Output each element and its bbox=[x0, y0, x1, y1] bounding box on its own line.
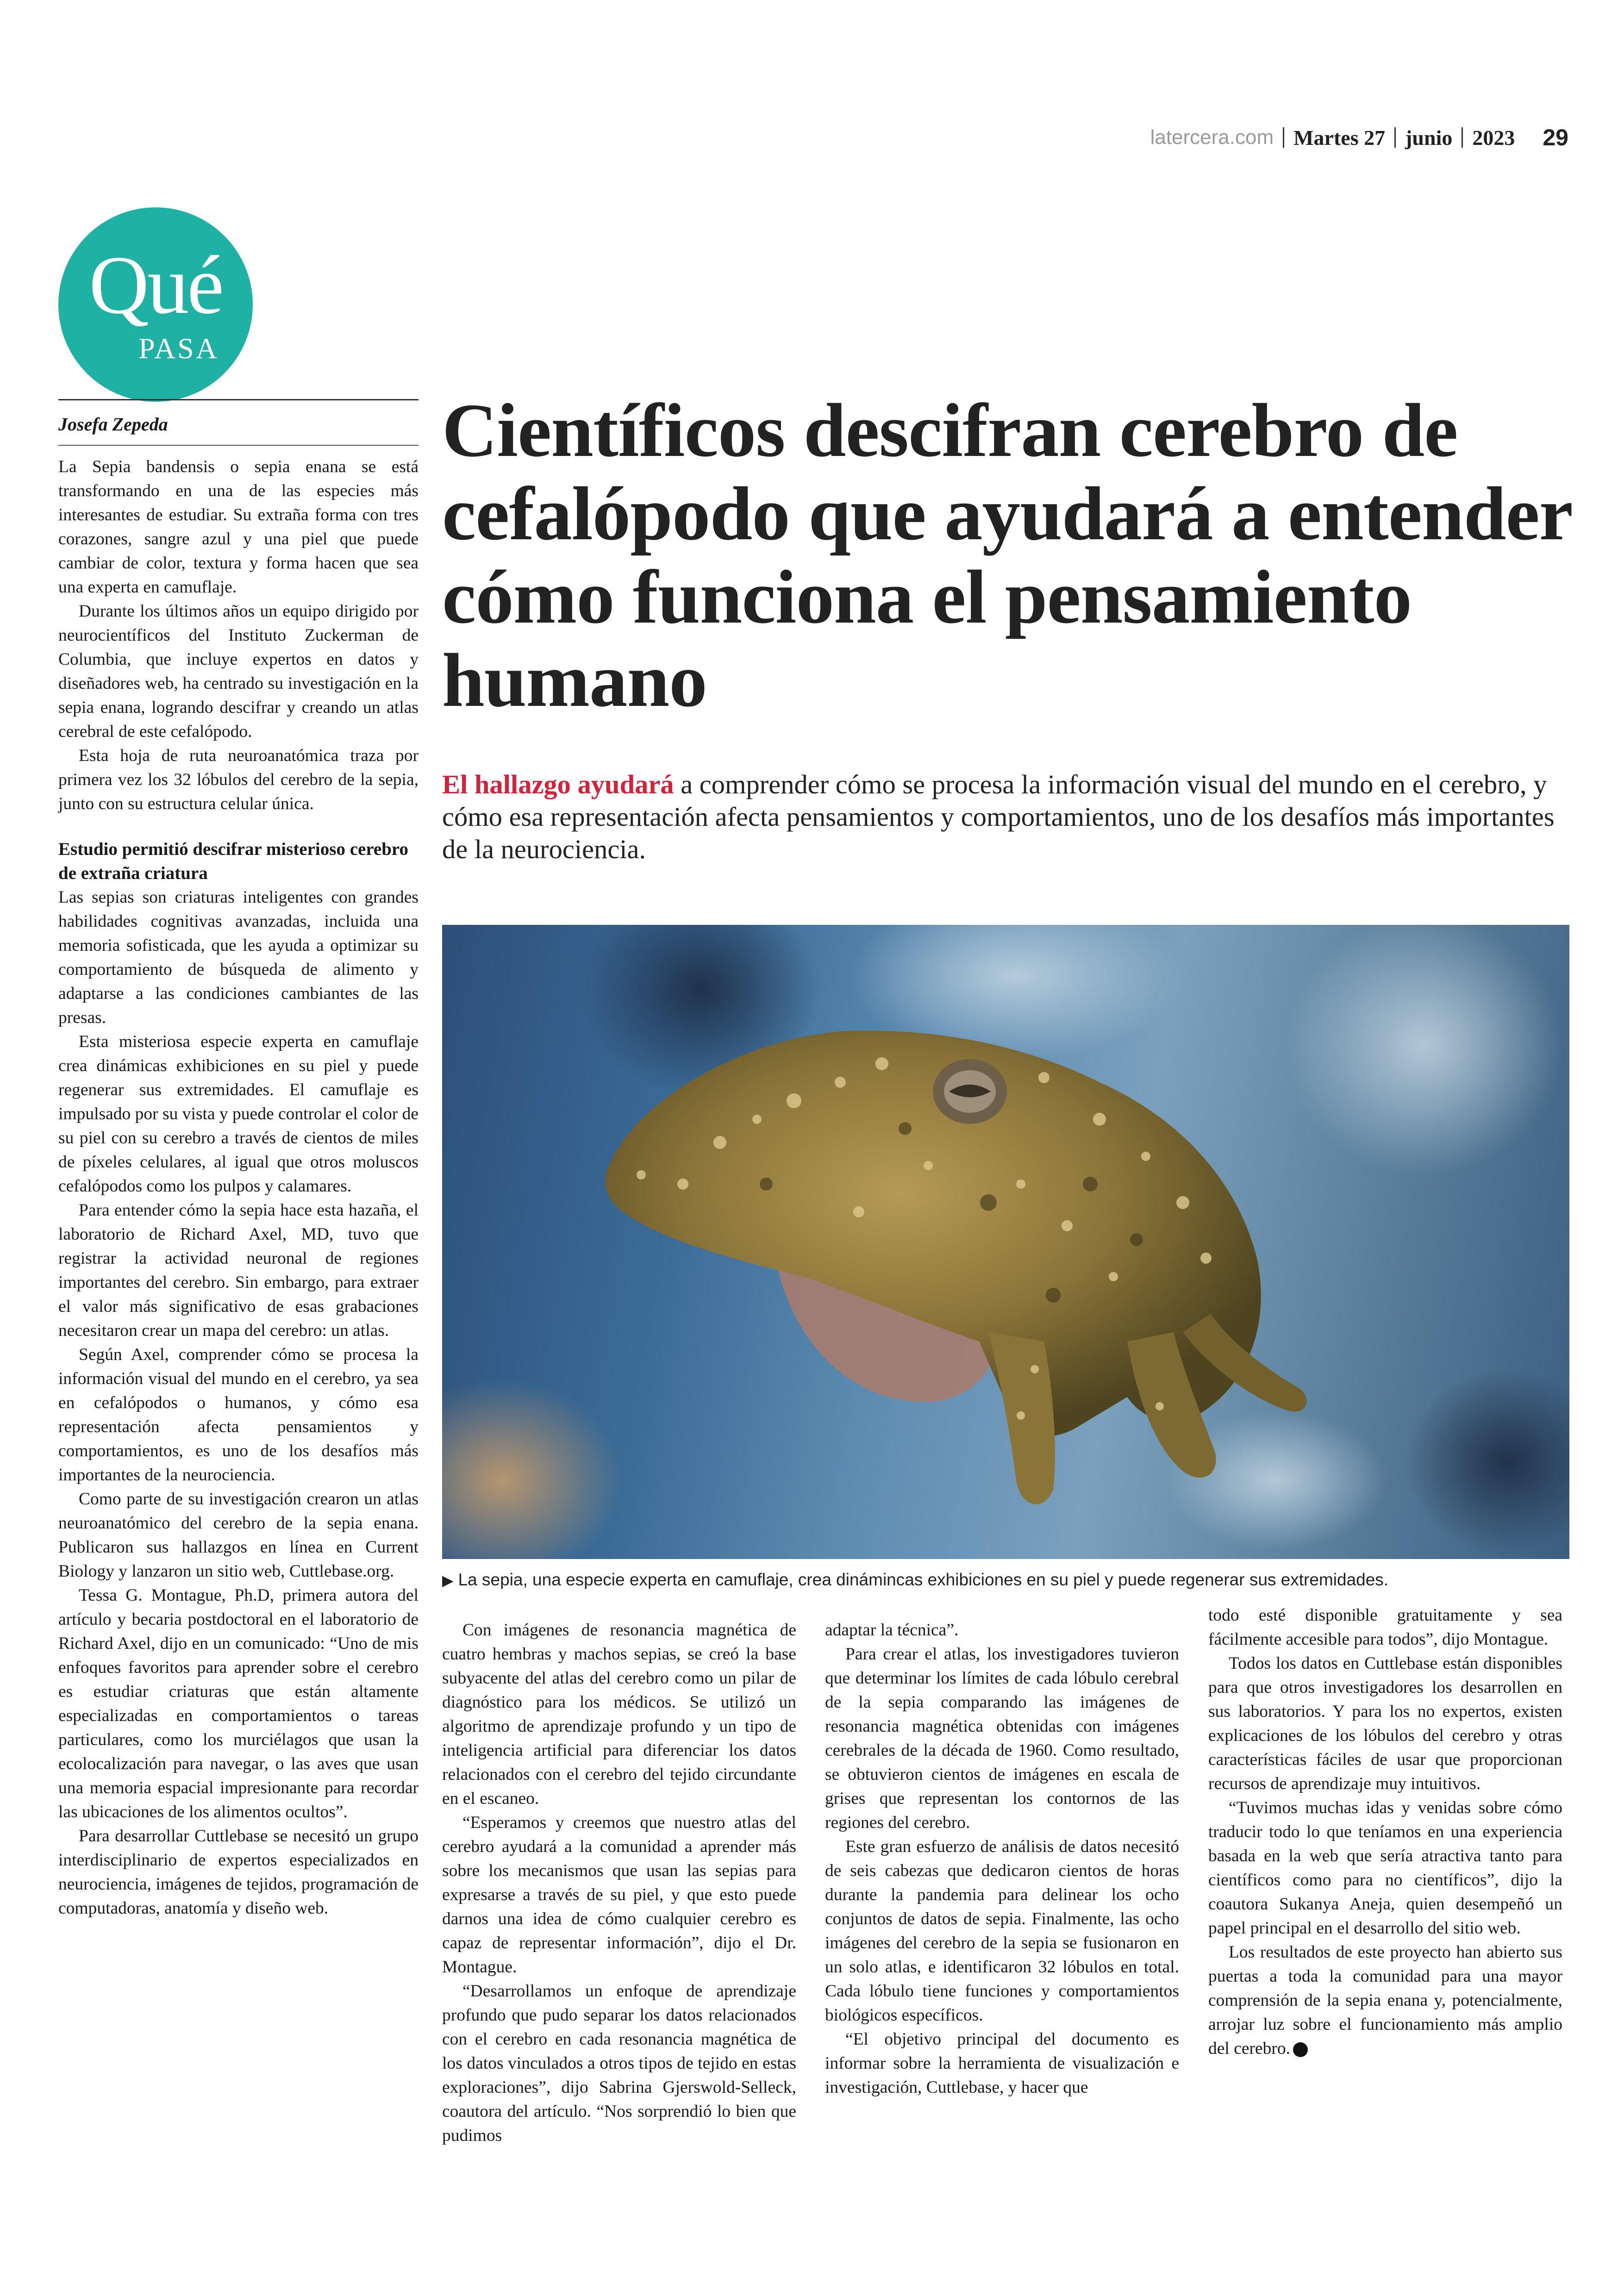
body-paragraph: Como parte de su investigación crearon un atlas neuroanatómico del cerebro de la sepia enana. Publicaron sus hallazgos en línea en Current Biology y lanzaron un sitio web, Cuttlebase.org. bbox=[58, 1490, 418, 1581]
body-column-3 bbox=[825, 1618, 1179, 2100]
article-deck bbox=[442, 768, 1567, 866]
intro-paragraph: La Sepia bandensis o sepia enana se está transformando en una de las especies más interesantes de estudiar. Su extraña forma con tres corazones, sangre azul y una piel que puede cambiar de color, textura y forma hacen que sea una experta en camuflaje. bbox=[58, 457, 418, 597]
cuttlefish-photo bbox=[442, 925, 1569, 1559]
closing-text: Los resultados de este proyecto han abierto sus puertas a toda la comunidad para una mayor comprensión de la sepia enana y, potencialmente, arrojar luz sobre el funcionamiento más amplio del cerebro. bbox=[1208, 1943, 1562, 2058]
body-paragraph: Para desarrollar Cuttlebase se necesitó un grupo interdisciplinario de expertos especializados en neurociencia, imágenes de tejidos, programación de computadoras, anatomía y diseño web. bbox=[58, 1827, 418, 1918]
page-number: 29 bbox=[1543, 125, 1568, 150]
page-folio bbox=[1150, 121, 1568, 154]
body-column-2 bbox=[442, 1618, 796, 2148]
folio-year: 2023 bbox=[1472, 125, 1515, 150]
body-paragraph: Esta misteriosa especie experta en camuflaje crea dinámicas exhibiciones en su piel y puede regenerar sus extremidades. El camuflaje es impulsado por su vista y puede controlar el color de su piel con su cerebro a través de cientos de miles de píxeles celulares, al igual que otros moluscos cefalópodos como los pulpos y calamares. bbox=[58, 1032, 418, 1196]
body-paragraph: todo esté disponible gratuitamente y sea fácilmente accesible para todos”, dijo Montague. bbox=[1208, 1606, 1562, 1649]
caption-triangle-icon: ▶ bbox=[442, 1572, 454, 1589]
body-paragraph: Para entender cómo la sepia hace esta hazaña, el laboratorio de Richard Axel, MD, tuvo que registrar la actividad neuronal de regiones importantes del cerebro. Sin embargo, para extraer el valor más significativo de esas grabaciones necesitaron crear un mapa del cerebro: un atlas. bbox=[58, 1201, 418, 1340]
body-paragraph: “Esperamos y creemos que nuestro atlas del cerebro ayudará a la comunidad a aprender más sobre los mecanismos que usan las sepias para expresarse a través de su piel, y que esto puede darnos una idea de cómo cualquier cerebro es capaz de representar información”, dijo el Dr. Montague. bbox=[442, 1813, 796, 1977]
folio-divider bbox=[1394, 127, 1396, 148]
site-name: latercera.com bbox=[1150, 126, 1274, 149]
author-byline: Josefa Zepeda bbox=[58, 414, 168, 435]
body-paragraph bbox=[1208, 1940, 1562, 2061]
intro-paragraph: Esta hoja de ruta neuroanatómica traza por primera vez los 32 lóbulos del cerebro de la sepia, junto con su estructura celular única. bbox=[58, 746, 418, 813]
body-paragraph: Tessa G. Montague, Ph.D, primera autora del artículo y becaria postdoctoral en el laboratorio de Richard Axel, dijo en un comunicado: “Uno de mis enfoques favoritos para aprender sobre el cerebro es estudiar criaturas que están altamente especializadas en comportamientos o tareas particulares, como los murciélagos que usan la ecolocalización para navegar, o las aves que usan una memoria espacial impresionante para recordar las ubicaciones de los alimentos ocultos”. bbox=[58, 1586, 418, 1821]
body-paragraph: “Tuvimos muchas idas y venidas sobre cómo traducir todo lo que teníamos en una experiencia basada en la web que sería atractiva tanto para científicos como para no científicos”, dijo la coautora Sukanya Aneja, quien desempeñó un papel principal en el desarrollo del sitio web. bbox=[1208, 1798, 1562, 1938]
intro-paragraph: Durante los últimos años un equipo dirigido por neurocientíficos del Instituto Zuckerman de Columbia, que incluye expertos en datos y diseñadores web, ha centrado su investigación en la sepia enana, logrando descifrar y creando un atlas cerebral de este cefalópodo. bbox=[58, 602, 418, 741]
body-paragraph: Este gran esfuerzo de análisis de datos necesitó de seis cabezas que dedicaron cientos de horas durante la pandemia para delinear los ocho conjuntos de datos de sepia. Finalmente, las ocho imágenes del cerebro de la sepia se fusionaron en un solo atlas, e identificaron 32 lóbulos en total. Cada lóbulo tiene funciones y comportamientos biológicos específicos. bbox=[825, 1837, 1179, 2025]
byline-rule bbox=[58, 399, 418, 400]
byline-rule bbox=[58, 445, 418, 446]
body-paragraph: “El objetivo principal del documento es informar sobre la herramienta de visualización e investigación, Cuttlebase, y hacer que bbox=[825, 2030, 1179, 2097]
body-paragraph: Con imágenes de resonancia magnética de cuatro hembras y machos sepias, se creó la base subyacente del atlas del cerebro como un pilar de diagnóstico para los médicos. Se utilizó un algoritmo de aprendizaje profundo y un tipo de inteligencia artificial para diferenciar los datos relacionados con el cerebro del tejido circundante en el escaneo. bbox=[442, 1621, 796, 1808]
end-of-article-icon bbox=[1293, 2042, 1308, 2057]
que-pasa-logo bbox=[58, 207, 253, 402]
logo-pasa-text: PASA bbox=[138, 332, 219, 365]
body-paragraph: Según Axel, comprender cómo se procesa la información visual del mundo en el cerebro, ya sea en cefalópodos o humanos, y cómo esa representación afecta pensamientos y comportamientos, es uno de los desafíos más importantes de la neurociencia. bbox=[58, 1345, 418, 1484]
logo-que-text: Qué bbox=[89, 239, 222, 331]
folio-month: junio bbox=[1405, 125, 1453, 150]
body-column-4 bbox=[1208, 1603, 1562, 2061]
folio-divider bbox=[1462, 127, 1463, 148]
article-subhead: Estudio permitió descifrar misterioso cerebro de extraña criatura bbox=[58, 839, 409, 883]
cuttlefish-illustration bbox=[442, 925, 1569, 1559]
body-paragraph: adaptar la técnica”. bbox=[825, 1621, 959, 1640]
body-paragraph: Todos los datos en Cuttlebase están disponibles para que otros investigadores los desarrollen en sus laboratorios. Y para los no expertos, existen explicaciones de los lóbulos del cerebro y otras características fáciles de usar que proporcionan recursos de aprendizaje muy intuitivos. bbox=[1208, 1654, 1562, 1793]
photo-caption bbox=[442, 1568, 1569, 1592]
folio-day: Martes 27 bbox=[1293, 125, 1386, 150]
article-headline: Científicos descifran cerebro de cefalópodo que ayudará a entender cómo funciona el pensamiento humano bbox=[442, 388, 1572, 723]
folio-divider bbox=[1283, 127, 1284, 148]
deck-text: a comprender cómo se procesa la información visual del mundo en el cerebro, y cómo esa representación afecta pensamientos y comportamientos, uno de los desafíos más importantes de la neurociencia. bbox=[442, 769, 1555, 864]
left-column bbox=[58, 399, 418, 1921]
body-paragraph: Las sepias son criaturas inteligentes con grandes habilidades cognitivas avanzadas, incluida una memoria sofisticada, que les ayuda a optimizar su comportamiento de búsqueda de alimento y adaptarse a las condiciones cambiantes de las presas. bbox=[58, 888, 418, 1027]
deck-lead: El hallazgo ayudará bbox=[442, 769, 674, 799]
body-paragraph: “Desarrollamos un enfoque de aprendizaje profundo que pudo separar los datos relacionados con el cerebro en cada resonancia magnética de los datos vinculados a otros tipos de tejido en estas exploraciones”, dijo Sabrina Gjerswold-Selleck, coautora del artículo. “Nos sorprendió lo bien que pudimos bbox=[442, 1982, 796, 2145]
body-paragraph: Para crear el atlas, los investigadores tuvieron que determinar los límites de cada lóbulo cerebral de la sepia comparando las imágenes de resonancia magnética obtenidas con imágenes cerebrales de la década de 1960. Como resultado, se obtuvieron cientos de imágenes en escala de grises que representan los contornos de las regiones del cerebro. bbox=[825, 1645, 1179, 1832]
caption-text: La sepia, una especie experta en camuflaje, crea dinámincas exhibiciones en su piel y puede regenerar sus extremidades. bbox=[458, 1570, 1389, 1589]
